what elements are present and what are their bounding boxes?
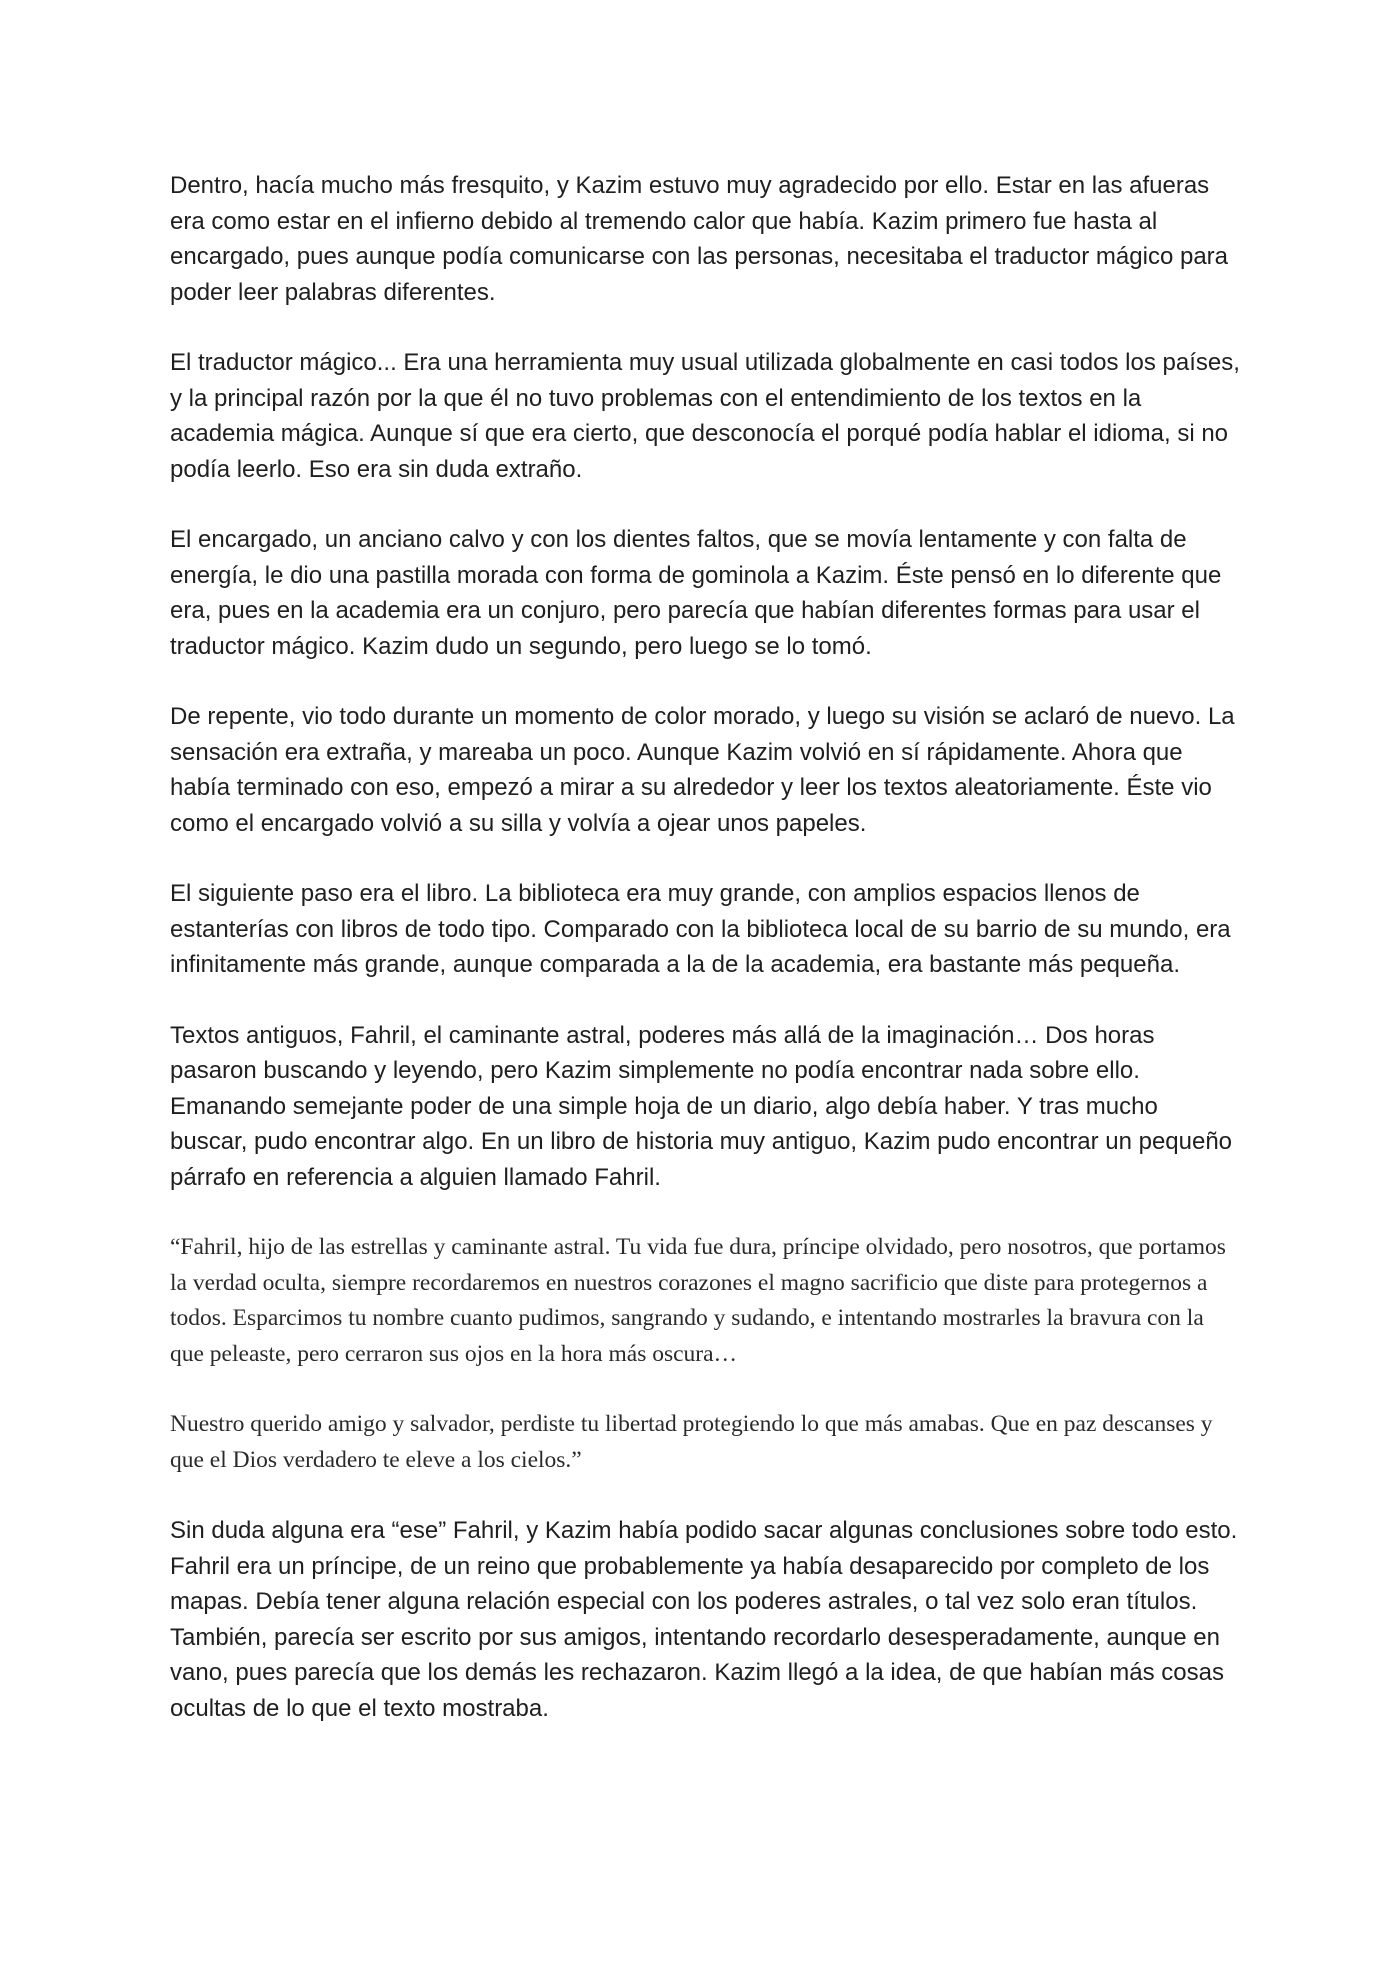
paragraph-4: De repente, vio todo durante un momento de color morado, y luego su visión se aclaró de nuevo. La sensación era extraña, y mareaba un poco. Aunque Kazim volvió en sí rápidamente. Ahora que había terminado con eso, empezó a mirar a su alrededor y leer los textos aleatoriamente. Éste vio como el encargado volvió a su silla y volvía a ojear unos papeles. [170, 703, 1235, 837]
document-page [170, 168, 1240, 1761]
paragraph-1: Dentro, hacía mucho más fresquito, y Kazim estuvo muy agradecido por ello. Estar en las afueras era como estar en el infierno debido al tremendo calor que había. Kazim primero fue hasta al encargado, pues aunque podía comunicarse con las personas, necesitaba el traductor mágico para poder leer palabras diferentes. [170, 172, 1229, 306]
quote-paragraph-2: Nuestro querido amigo y salvador, perdiste tu libertad protegiendo lo que más amabas. Que en paz descanses y que el Dios verdadero te eleve a los cielos.” [170, 1411, 1213, 1473]
paragraph-3: El encargado, un anciano calvo y con los dientes faltos, que se movía lentamente y con falta de energía, le dio una pastilla morada con forma de gominola a Kazim. Éste pensó en lo diferente que era, pues en la academia era un conjuro, pero parecía que habían diferentes formas para usar el traductor mágico. Kazim dudo un segundo, pero luego se lo tomó. [170, 526, 1222, 660]
quote-paragraph-1: “Fahril, hijo de las estrellas y caminante astral. Tu vida fue dura, príncipe olvidado, pero nosotros, que portamos la verdad oculta, siempre recordaremos en nuestros corazones el magno sacrificio que diste para protegernos a todos. Esparcimos tu nombre cuanto pudimos, sangrando y sudando, e intentando mostrarles la bravura con la que peleaste, pero cerraron sus ojos en la hora más oscura… [170, 1234, 1226, 1367]
paragraph-6: Textos antiguos, Fahril, el caminante astral, poderes más allá de la imaginación… Dos horas pasaron buscando y leyendo, pero Kazim simplemente no podía encontrar nada sobre ello. Emanando semejante poder de una simple hoja de un diario, algo debía haber. Y tras mucho buscar, pudo encontrar algo. En un libro de historia muy antiguo, Kazim pudo encontrar un pequeño párrafo en referencia a alguien llamado Fahril. [170, 1021, 1233, 1191]
paragraph-2: El traductor mágico... Era una herramienta muy usual utilizada globalmente en casi todos los países, y la principal razón por la que él no tuvo problemas con el entendimiento de los textos en la academia mágica. Aunque sí que era cierto, que desconocía el porqué podía hablar el idioma, si no podía leerlo. Eso era sin duda extraño. [170, 349, 1240, 483]
paragraph-5: El siguiente paso era el libro. La biblioteca era muy grande, con amplios espacios llenos de estanterías con libros de todo tipo. Comparado con la biblioteca local de su barrio de su mundo, era infinitamente más grande, aunque comparada a la de la academia, era bastante más pequeña. [170, 880, 1231, 978]
closing-paragraph: Sin duda alguna era “ese” Fahril, y Kazim había podido sacar algunas conclusiones sobre todo esto. Fahril era un príncipe, de un reino que probablemente ya había desaparecido por completo de los mapas. Debía tener alguna relación especial con los poderes astrales, o tal vez solo eran títulos. También, parecía ser escrito por sus amigos, intentando recordarlo desesperadamente, aunque en vano, pues parecía que los demás les rechazaron. Kazim llegó a la idea, de que habían más cosas ocultas de lo que el texto mostraba. [170, 1517, 1238, 1722]
